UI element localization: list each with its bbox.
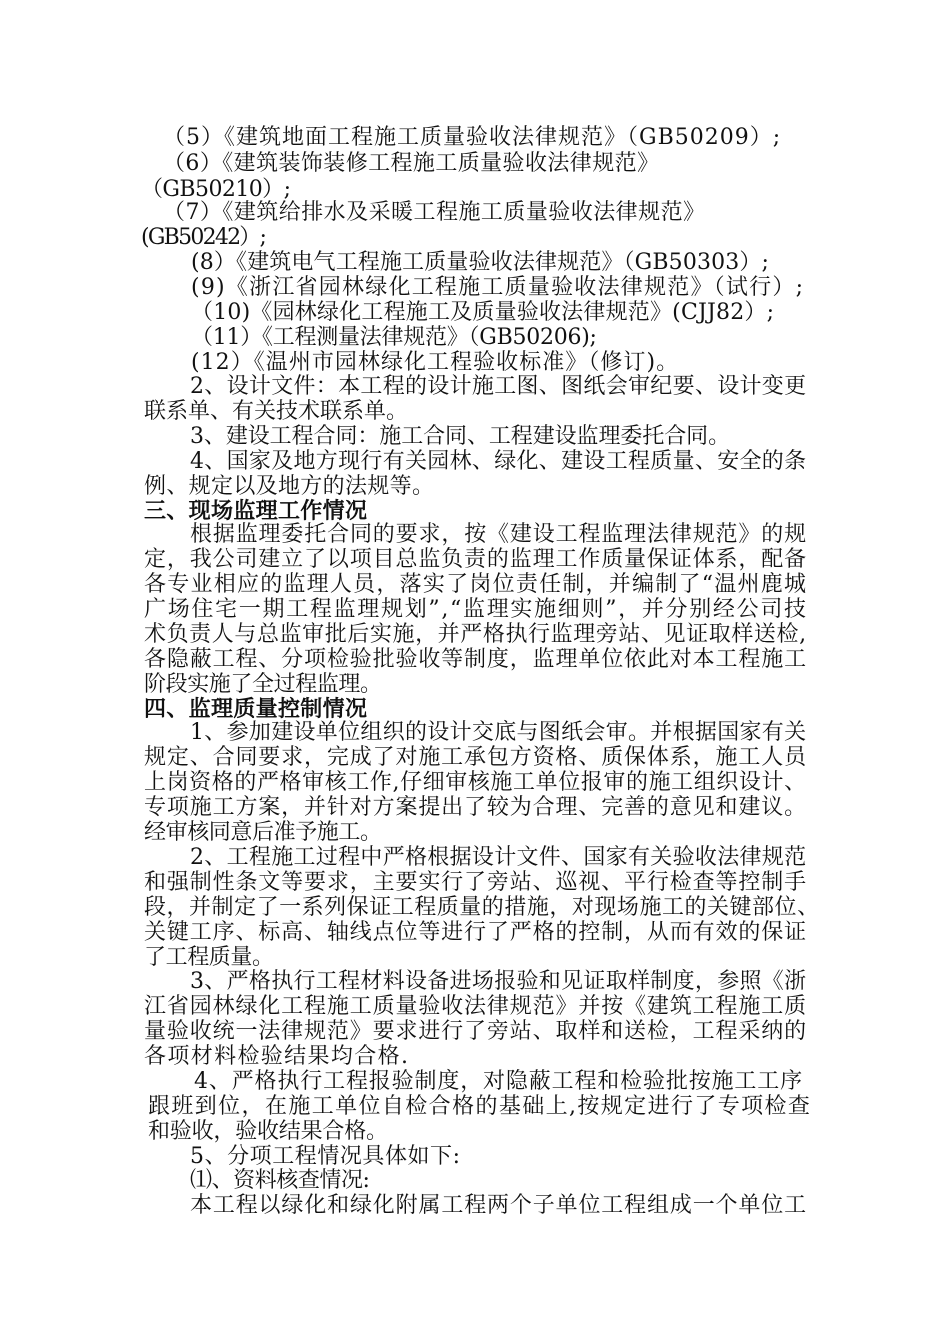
text-line: 3、严格执行工程材料设备进场报验和见证取样制度，参照《浙 (190, 969, 807, 994)
text-line: 4、严格执行工程报验制度，对隐蔽工程和检验批按施工工序 (194, 1069, 803, 1094)
text-line: （11）《工程测量法律规范》（GB50206); (191, 325, 597, 350)
text-line: 专项施工方案，并针对方案提出了较为合理、完善的意见和建议。 (144, 795, 807, 820)
text-line: 例、规定以及地方的法规等。 (144, 474, 435, 499)
text-line: 1、参加建设单位组织的设计交底与图纸会审。并根据国家有关 (190, 720, 807, 745)
text-line: 4、国家及地方现行有关园林、绿化、建设工程质量、安全的条 (190, 449, 807, 474)
text-line: （6）《建筑装饰装修工程施工质量验收法律规范》 (163, 151, 660, 176)
text-line: 3、建设工程合同：施工合同、工程建设监理委托合同。 (190, 424, 730, 449)
text-line: 经审核同意后准予施工。 (144, 820, 382, 845)
text-line: 和验收，验收结果合格。 (148, 1119, 388, 1144)
text-line: 关键工序、标高、轴线点位等进行了严格的控制，从而有效的保证 (144, 920, 807, 945)
text-line: （5）《建筑地面工程施工质量验收法律规范》（GB50209）; (163, 125, 782, 150)
text-line: 各项材料检验结果均合格. (144, 1044, 410, 1069)
text-line: 上岗资格的严格审核工作,仔细审核施工单位报审的施工组织设计、 (144, 770, 807, 795)
text-line: 跟班到位，在施工单位自检合格的基础上,按规定进行了专项检查 (148, 1094, 812, 1119)
text-line: 联系单、有关技术联系单。 (144, 399, 409, 424)
text-line: 规定、合同要求，完成了对施工承包方资格、质保体系，施工人员 (144, 745, 807, 770)
text-line: 2、工程施工过程中严格根据设计文件、国家有关验收法律规范 (190, 845, 807, 870)
text-line: 根据监理委托合同的要求，按《建设工程监理法律规范》的规 (190, 522, 807, 547)
text-line: (8）《建筑电气工程施工质量验收法律规范》（GB50303）; (191, 250, 770, 275)
text-line: (9)《浙江省园林绿化工程施工质量验收法律规范》（试行）; (191, 275, 805, 300)
section-heading: 三、现场监理工作情况 (144, 498, 368, 524)
text-line: 定，我公司建立了以项目总监负责的监理工作质量保证体系，配备 (144, 547, 807, 572)
text-line: ⑴、资料核查情况: (190, 1168, 370, 1193)
text-line: 江省园林绿化工程施工质量验收法律规范》并按《建筑工程施工质 (144, 994, 807, 1019)
text-line: 各隐蔽工程、分项检验批验收等制度，监理单位依此对本工程施工 (144, 647, 807, 672)
text-line: 了工程质量。 (144, 945, 274, 970)
text-line: 广场住宅一期工程监理规划”,“监理实施细则”，并分别经公司技 (144, 597, 808, 622)
text-line: (12）《温州市园林绿化工程验收标准》（修订)。 (191, 350, 680, 375)
text-line: 段，并制定了一系列保证工程质量的措施，对现场施工的关键部位、 (144, 895, 820, 920)
section-heading: 四、监理质量控制情况 (144, 696, 368, 722)
text-line: （10)《园林绿化工程施工及质量验收法律规范》(CJJ82）; (191, 300, 775, 325)
text-line: 阶段实施了全过程监理。 (144, 672, 382, 697)
text-line: 术负责人与总监审批后实施，并严格执行监理旁站、见证取样送检, (144, 622, 807, 647)
text-line: 2、设计文件：本工程的设计施工图、图纸会审纪要、设计变更 (190, 374, 807, 399)
text-line: 5、分项工程情况具体如下: (190, 1144, 461, 1169)
text-line: (GB50242）; (141, 225, 266, 250)
text-line: 各专业相应的监理人员，落实了岗位责任制，并编制了“温州鹿城 (144, 572, 808, 597)
text-line: 量验收统一法律规范》要求进行了旁站、取样和送检，工程采纳的 (144, 1019, 807, 1044)
text-line: 和强制性条文等要求，主要实行了旁站、巡视、平行检查等控制手 (144, 870, 807, 895)
text-line: （7）《建筑给排水及采暖工程施工质量验收法律规范》 (163, 200, 706, 225)
text-line: 本工程以绿化和绿化附属工程两个子单位工程组成一个单位工 (190, 1193, 807, 1218)
text-line: （GB50210）; (141, 177, 291, 202)
